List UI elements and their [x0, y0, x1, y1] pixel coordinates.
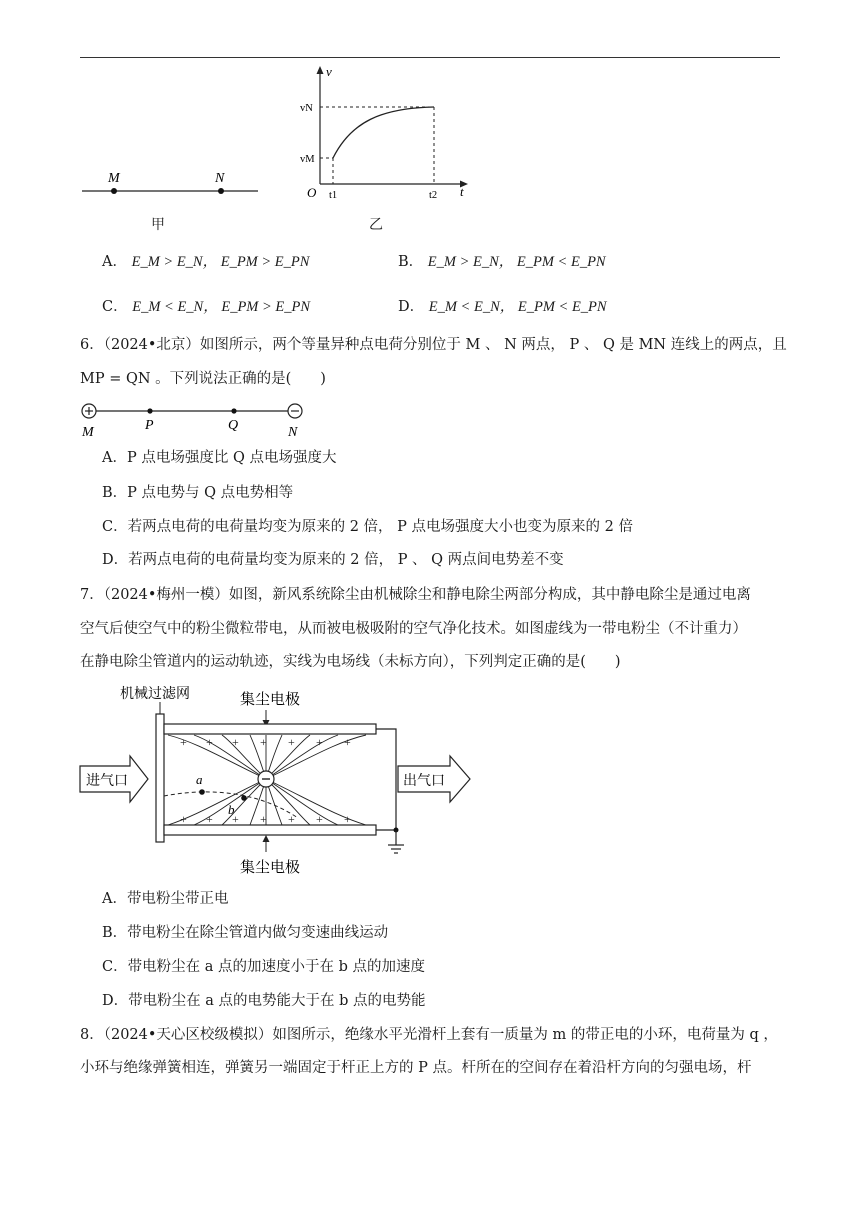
point-b-label: b [228, 802, 235, 817]
svg-text:+: + [260, 812, 267, 826]
svg-text:+: + [260, 735, 267, 749]
electrode-bottom-label: 集尘电极 [240, 860, 301, 876]
q5-option-B-math: E_M > E_N， E_PM < E_PN [427, 254, 606, 270]
svg-text:+: + [180, 735, 187, 749]
q7-stem-line3: 在静电除尘管道内的运动轨迹，实线为电场线（未标方向），下列判定正确的是( ) [80, 654, 621, 670]
q6-option-A: A．P 点电场强度比 Q 点电场强度大 [102, 450, 337, 466]
q8-stem-line1: 8．（2024•天心区校级模拟）如图所示，绝缘水平光滑杆上套有一质量为 m 的带正电的小环，电荷量为 q ， [80, 1027, 778, 1043]
svg-text:+: + [344, 812, 351, 826]
origin-label: O [307, 185, 317, 200]
q7-option-B: B．带电粉尘在除尘管道内做匀变速曲线运动 [102, 925, 389, 941]
point-a-label: a [196, 772, 203, 787]
vN-label: vN [300, 103, 313, 114]
q8-stem-line2: 小环与绝缘弹簧相连，弹簧另一端固定于杆正上方的 P 点。杆所在的空间存在着沿杆方向的匀强电场，杆 [80, 1060, 752, 1076]
electrode-top-label: 集尘电极 [240, 692, 301, 708]
axis-v-label: v [326, 64, 332, 79]
svg-text:+: + [344, 735, 351, 749]
header-rule [80, 57, 780, 58]
figure-yi-caption: 乙 [369, 217, 383, 233]
svg-text:+: + [232, 812, 239, 826]
q6-stem-line2: MP = QN 。下列说法正确的是( ) [80, 371, 326, 387]
figure-jia [78, 160, 268, 235]
svg-text:+: + [180, 812, 187, 826]
q6-option-B: B．P 点电势与 Q 点电势相等 [102, 485, 294, 501]
figure-q7-dust-collector [76, 680, 486, 880]
q7-option-A: A．带电粉尘带正电 [102, 891, 229, 907]
vM-label: vM [300, 154, 315, 165]
svg-text:+: + [316, 812, 323, 826]
q7-option-C: C．带电粉尘在 a 点的加速度小于在 b 点的加速度 [102, 959, 425, 975]
t2-label: t2 [429, 190, 438, 201]
svg-text:+: + [288, 735, 295, 749]
filter-label: 机械过滤网 [120, 687, 190, 702]
svg-text:+: + [206, 735, 213, 749]
figure-yi-vt-graph [296, 62, 476, 210]
svg-text:+: + [288, 812, 295, 826]
svg-text:+: + [206, 812, 213, 826]
svg-text:+: + [232, 735, 239, 749]
q5-option-C: C． E_M < E_N， E_PM > E_PN [102, 299, 311, 315]
q6-option-D: D．若两点电荷的电荷量均变为原来的 2 倍， P 、 Q 两点间电势差不变 [102, 552, 564, 568]
q7-option-D: D．带电粉尘在 a 点的电势能大于在 b 点的电势能 [102, 993, 426, 1009]
q7-stem-line2: 空气后使空气中的粉尘微粒带电，从而被电极吸附的空气净化技术。如图虚线为一带电粉尘（不计重力） [80, 621, 747, 637]
axis-t-label: t [460, 184, 464, 199]
outlet-label: 出气口 [403, 774, 445, 789]
q5-option-D-math: E_M < E_N， E_PM < E_PN [428, 299, 607, 315]
svg-text:+: + [316, 735, 323, 749]
q5-option-A: A． E_M > E_N， E_PM > E_PN [102, 254, 310, 270]
point-N-label: N [215, 171, 225, 186]
charge-M-label: M [82, 425, 94, 440]
figure-jia-caption: 甲 [151, 217, 165, 233]
point-P-label: P [145, 418, 154, 433]
q5-option-A-math: E_M > E_N， E_PM > E_PN [131, 254, 310, 270]
q6-option-C: C．若两点电荷的电荷量均变为原来的 2 倍， P 点电场强度大小也变为原来的 2 倍 [102, 519, 633, 535]
q7-stem-line1: 7．（2024•梅州一模）如图，新风系统除尘由机械除尘和静电除尘两部分构成，其中静电除尘是通过电离 [80, 587, 751, 603]
q6-stem-line1: 6．（2024•北京）如图所示，两个等量异种点电荷分别位于 M 、 N 两点， P 、 Q 是 MN 连线上的两点，且 [80, 337, 787, 353]
figure-q6-charges [76, 398, 316, 440]
q5-option-B: B． E_M > E_N， E_PM < E_PN [398, 254, 606, 270]
q5-option-D: D． E_M < E_N， E_PM < E_PN [398, 299, 607, 315]
point-Q-label: Q [228, 418, 239, 433]
q5-option-C-math: E_M < E_N， E_PM > E_PN [132, 299, 311, 315]
inlet-label: 进气口 [86, 774, 128, 789]
point-M-label: M [108, 171, 120, 186]
charge-N-label: N [288, 425, 298, 440]
t1-label: t1 [329, 190, 338, 201]
